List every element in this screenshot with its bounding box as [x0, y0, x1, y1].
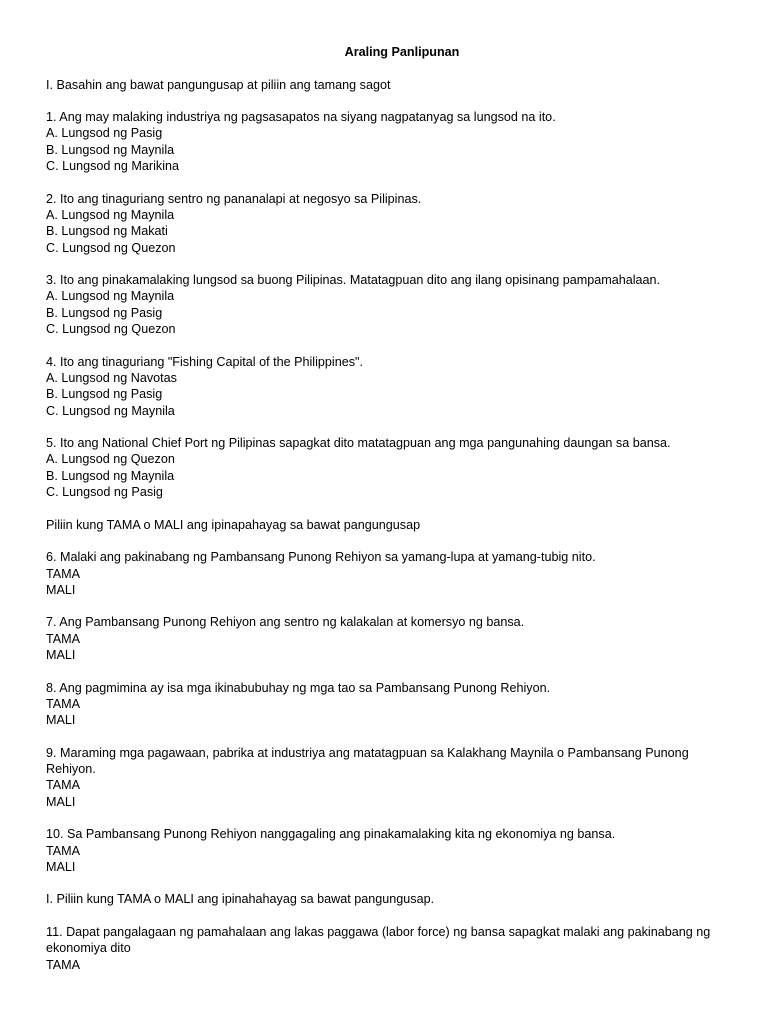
question-3: [46, 272, 728, 337]
question-text: 8. Ang pagmimina ay isa mga ikinabubuhay ng mga tao sa Pambansang Punong Rehiyon.: [46, 680, 551, 695]
question-text: 3. Ito ang pinakamalaking lungsod sa buong Pilipinas. Matatagpuan dito ang ilang opisinang pampamahalaan.: [46, 273, 661, 288]
question-text: 1. Ang may malaking industriya ng pagsasapatos na siyang nagpatanyag sa lungsod na ito.: [46, 110, 556, 125]
question-text: 6. Malaki ang pakinabang ng Pambansang Punong Rehiyon sa yamang-lupa at yamang-tubig nito.: [46, 550, 596, 565]
spacer: [46, 500, 728, 516]
choice-c: C. Lungsod ng Marikina: [46, 159, 180, 174]
spacer: [46, 875, 728, 891]
question-text: 2. Ito ang tinaguriang sentro ng pananalapi at negosyo sa Pilipinas.: [46, 191, 422, 206]
question-7: [46, 614, 728, 663]
spacer: [46, 728, 728, 744]
instruction-multiple-choice: I. Basahin ang bawat pangungusap at piliin ang tamang sagot: [46, 77, 391, 92]
choice-c: C. Lungsod ng Quezon: [46, 322, 176, 337]
spacer: [46, 419, 728, 435]
question-text: 7. Ang Pambansang Punong Rehiyon ang sentro ng kalakalan at komersyo ng bansa.: [46, 615, 525, 630]
question-8: [46, 680, 728, 729]
spacer: [46, 663, 728, 679]
choice-a: A. Lungsod ng Maynila: [46, 207, 175, 222]
question-9: [46, 745, 728, 810]
question-text: 4. Ito ang tinaguriang "Fishing Capital of the Philippines".: [46, 354, 363, 369]
choice-b: B. Lungsod ng Makati: [46, 224, 168, 239]
choice-a: A. Lungsod ng Pasig: [46, 126, 163, 141]
choice-b: B. Lungsod ng Maynila: [46, 142, 175, 157]
question-1: [46, 109, 728, 174]
choice-tama: TAMA: [46, 696, 81, 711]
choice-tama: TAMA: [46, 957, 81, 972]
question-text: 9. Maraming mga pagawaan, pabrika at industriya ang matatagpuan sa Kalakhang Maynila o Pambansang Punong Rehiyon.: [46, 745, 693, 777]
question-2: [46, 191, 728, 256]
instruction-true-false: Piliin kung TAMA o MALI ang ipinapahayag sa bawat pangungusap: [46, 517, 421, 532]
choice-a: A. Lungsod ng Navotas: [46, 370, 177, 385]
choice-c: C. Lungsod ng Quezon: [46, 240, 176, 255]
choice-mali: MALI: [46, 647, 76, 662]
choice-mali: MALI: [46, 859, 76, 874]
question-text: 5. Ito ang National Chief Port ng Pilipinas sapagkat dito matatagpuan ang mga pangunahing daungan sa bansa.: [46, 436, 671, 451]
choice-a: A. Lungsod ng Maynila: [46, 289, 175, 304]
spacer: [46, 337, 728, 353]
question-text: 10. Sa Pambansang Punong Rehiyon nanggagaling ang pinakamalaking kita ng ekonomiya ng bansa.: [46, 827, 616, 842]
question-5: [46, 435, 728, 500]
choice-tama: TAMA: [46, 778, 81, 793]
choice-mali: MALI: [46, 794, 76, 809]
question-11: [46, 924, 728, 973]
spacer: [46, 598, 728, 614]
spacer: [46, 256, 728, 272]
question-6: [46, 549, 728, 598]
choice-b: B. Lungsod ng Maynila: [46, 468, 175, 483]
spacer: [46, 93, 728, 109]
choice-b: B. Lungsod ng Pasig: [46, 305, 163, 320]
question-4: [46, 354, 728, 419]
spacer: [46, 533, 728, 549]
choice-a: A. Lungsod ng Quezon: [46, 452, 175, 467]
document-title: Araling Panlipunan: [344, 45, 460, 59]
choice-mali: MALI: [46, 713, 76, 728]
choice-mali: MALI: [46, 582, 76, 597]
choice-tama: TAMA: [46, 566, 81, 581]
spacer: [46, 908, 728, 924]
spacer: [46, 810, 728, 826]
question-10: [46, 826, 728, 875]
instruction-true-false-2: I. Piliin kung TAMA o MALI ang ipinahahayag sa bawat pangungusap.: [46, 892, 435, 907]
choice-tama: TAMA: [46, 843, 81, 858]
choice-tama: TAMA: [46, 631, 81, 646]
choice-c: C. Lungsod ng Pasig: [46, 485, 163, 500]
question-text: 11. Dapat pangalagaan ng pamahalaan ang lakas paggawa (labor force) ng bansa sapagkat malaki ang pakinabang ng ekonomiya dito: [46, 925, 714, 956]
choice-c: C. Lungsod ng Maynila: [46, 403, 175, 418]
spacer: [46, 174, 728, 190]
choice-b: B. Lungsod ng Pasig: [46, 387, 163, 402]
